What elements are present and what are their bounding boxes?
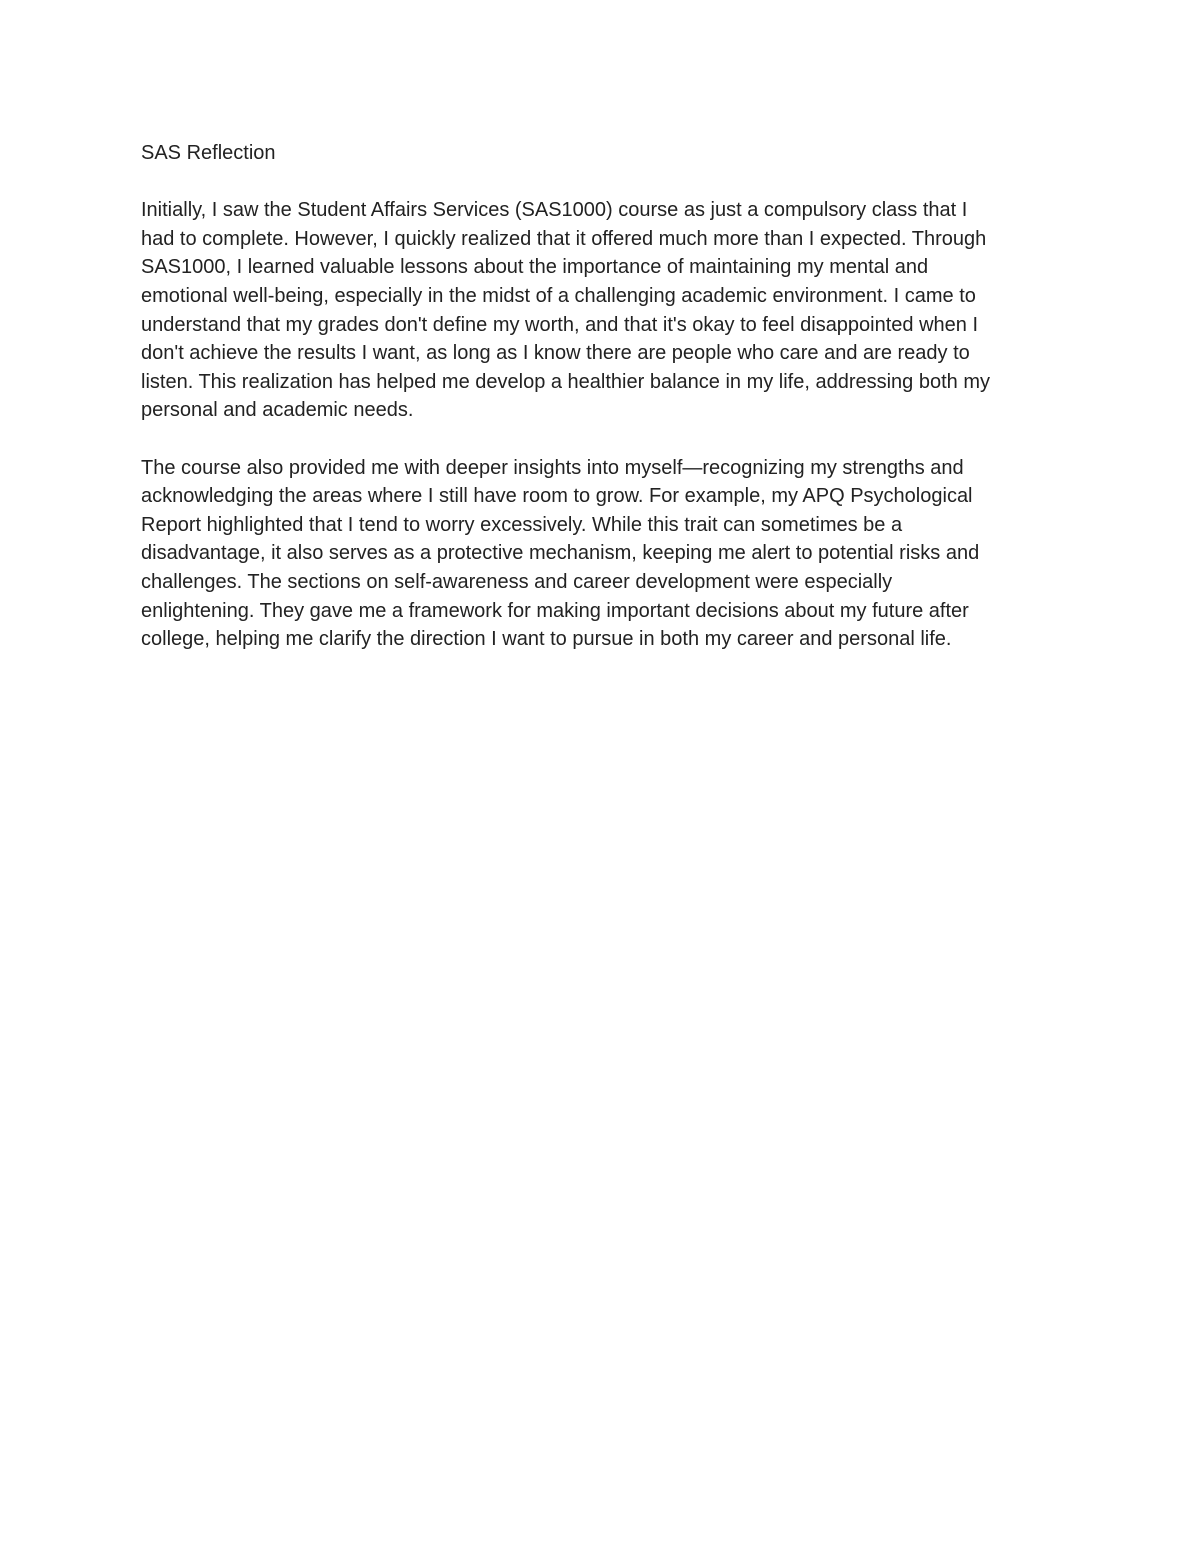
paragraph-line: disadvantage, it also serves as a protective mechanism, keeping me alert to potential risks and — [141, 542, 980, 565]
paragraph-line: The course also provided me with deeper insights into myself—recognizing my strengths and — [141, 456, 964, 479]
paragraph-line: personal and academic needs. — [141, 399, 414, 422]
paragraph-line: college, helping me clarify the direction I want to pursue in both my career and personal life. — [141, 628, 952, 651]
paragraph-line: Initially, I saw the Student Affairs Services (SAS1000) course as just a compulsory class that I — [141, 199, 968, 222]
paragraph-line: understand that my grades don't define my worth, and that it's okay to feel disappointed when I — [141, 313, 979, 336]
paragraph-line: don't achieve the results I want, as long as I know there are people who care and are ready to — [141, 342, 970, 365]
paragraph-line: acknowledging the areas where I still have room to grow. For example, my APQ Psychological — [141, 485, 973, 508]
paragraph-line: SAS1000, I learned valuable lessons about the importance of maintaining my mental and — [141, 256, 929, 279]
paragraph-1 — [141, 196, 1071, 425]
paragraph-line: enlightening. They gave me a framework for making important decisions about my future after — [141, 599, 969, 622]
paragraph-line: challenges. The sections on self-awareness and career development were especially — [141, 570, 893, 593]
paragraph-line: emotional well-being, especially in the midst of a challenging academic environment. I came to — [141, 284, 976, 307]
document-title: SAS Reflection — [141, 142, 276, 164]
paragraph-line: Report highlighted that I tend to worry excessively. While this trait can sometimes be a — [141, 513, 903, 536]
paragraph-2 — [141, 454, 1071, 654]
document-body — [141, 139, 1071, 682]
paragraph-line: had to complete. However, I quickly realized that it offered much more than I expected. Through — [141, 227, 987, 250]
paragraph-line: listen. This realization has helped me develop a healthier balance in my life, addressing both my — [141, 370, 991, 393]
